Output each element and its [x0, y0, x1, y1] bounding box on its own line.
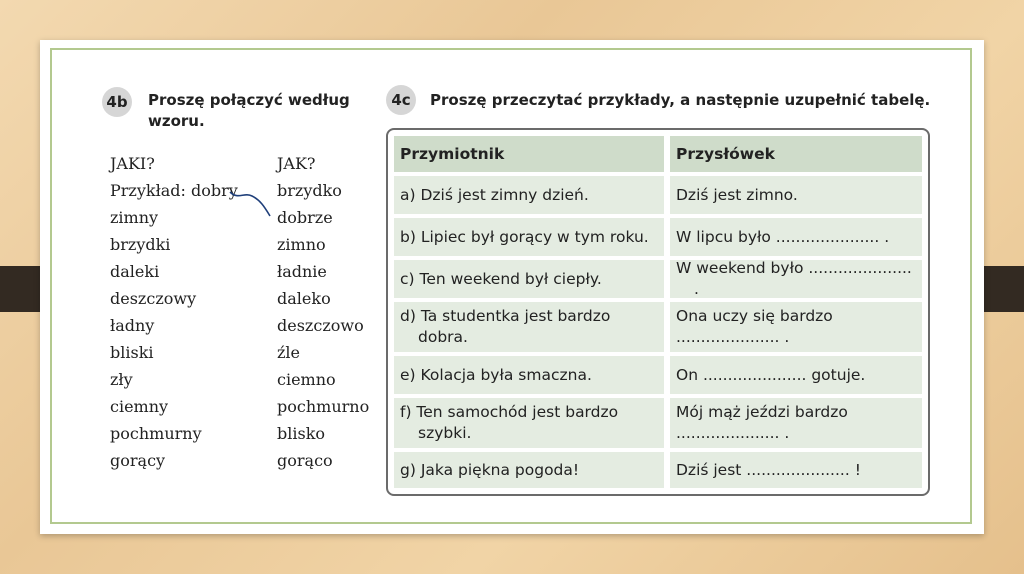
adjective-item: ładny: [110, 316, 155, 335]
table-row-adjective: c) Ten weekend był ciepły.: [394, 260, 664, 298]
adverb-item: gorąco: [277, 451, 333, 470]
adjective-item: brzydki: [110, 235, 171, 254]
adjective-item: Przykład: dobry: [110, 181, 238, 200]
exercise-4c-number: 4c: [386, 85, 416, 115]
adjective-item: pochmurny: [110, 424, 202, 443]
adverb-item: ciemno: [277, 370, 336, 389]
table-row-adverb[interactable]: Ona uczy się bardzo ..................... .: [670, 302, 922, 352]
table-row-adjective: b) Lipiec był gorący w tym roku.: [394, 218, 664, 256]
exercise-card: [40, 40, 984, 534]
exercise-4c-title: Proszę przeczytać przykłady, a następnie uzupełnić tabelę.: [430, 91, 931, 109]
table-row-adverb: Dziś jest zimno.: [670, 176, 922, 214]
adjective-list-header: JAKI?: [110, 154, 155, 173]
table-row-adverb[interactable]: W lipcu było ..................... .: [670, 218, 922, 256]
adverb-list-header: JAK?: [277, 154, 316, 173]
exercise-4b-title-line1: Proszę połączyć według: [148, 91, 350, 109]
adverb-item: deszczowo: [277, 316, 364, 335]
table-row-adverb[interactable]: Mój mąż jeździ bardzo ..................... .: [670, 398, 922, 448]
adjective-item: zimny: [110, 208, 159, 227]
adjective-item: deszczowy: [110, 289, 197, 308]
adverb-item: dobrze: [277, 208, 333, 227]
adjective-adverb-table: [386, 128, 930, 496]
adverb-list: [277, 150, 369, 474]
adverb-item: blisko: [277, 424, 326, 443]
adjective-list: [110, 150, 238, 474]
adjective-item: ciemny: [110, 397, 169, 416]
exercise-4b-title-line2: wzoru.: [148, 112, 205, 130]
table-row-adverb[interactable]: W weekend było ..................... .: [670, 260, 922, 298]
column-header-adverb: Przysłówek: [670, 136, 922, 172]
adjective-item: gorący: [110, 451, 166, 470]
column-header-adjective: Przymiotnik: [394, 136, 664, 172]
table-row-adjective: a) Dziś jest zimny dzień.: [394, 176, 664, 214]
adjective-item: zły: [110, 370, 133, 389]
table-row-adverb[interactable]: On ..................... gotuje.: [670, 356, 922, 394]
exercise-4b-number: 4b: [102, 87, 132, 117]
adverb-item: źle: [277, 343, 301, 362]
adjective-item: bliski: [110, 343, 154, 362]
adverb-item: ładnie: [277, 262, 327, 281]
table-row-adjective: f) Ten samochód jest bardzo szybki.: [394, 398, 664, 448]
adverb-item: zimno: [277, 235, 326, 254]
exercise-4b-title: [148, 90, 350, 132]
adverb-item: pochmurno: [277, 397, 370, 416]
table-row-adverb[interactable]: Dziś jest ..................... !: [670, 452, 922, 488]
table-row-adjective: e) Kolacja była smaczna.: [394, 356, 664, 394]
adverb-item: daleko: [277, 289, 331, 308]
adjective-item: daleki: [110, 262, 160, 281]
table-row-adjective: d) Ta studentka jest bardzo dobra.: [394, 302, 664, 352]
match-line: [226, 186, 274, 220]
adverb-item: brzydko: [277, 181, 342, 200]
table-row-adjective: g) Jaka piękna pogoda!: [394, 452, 664, 488]
